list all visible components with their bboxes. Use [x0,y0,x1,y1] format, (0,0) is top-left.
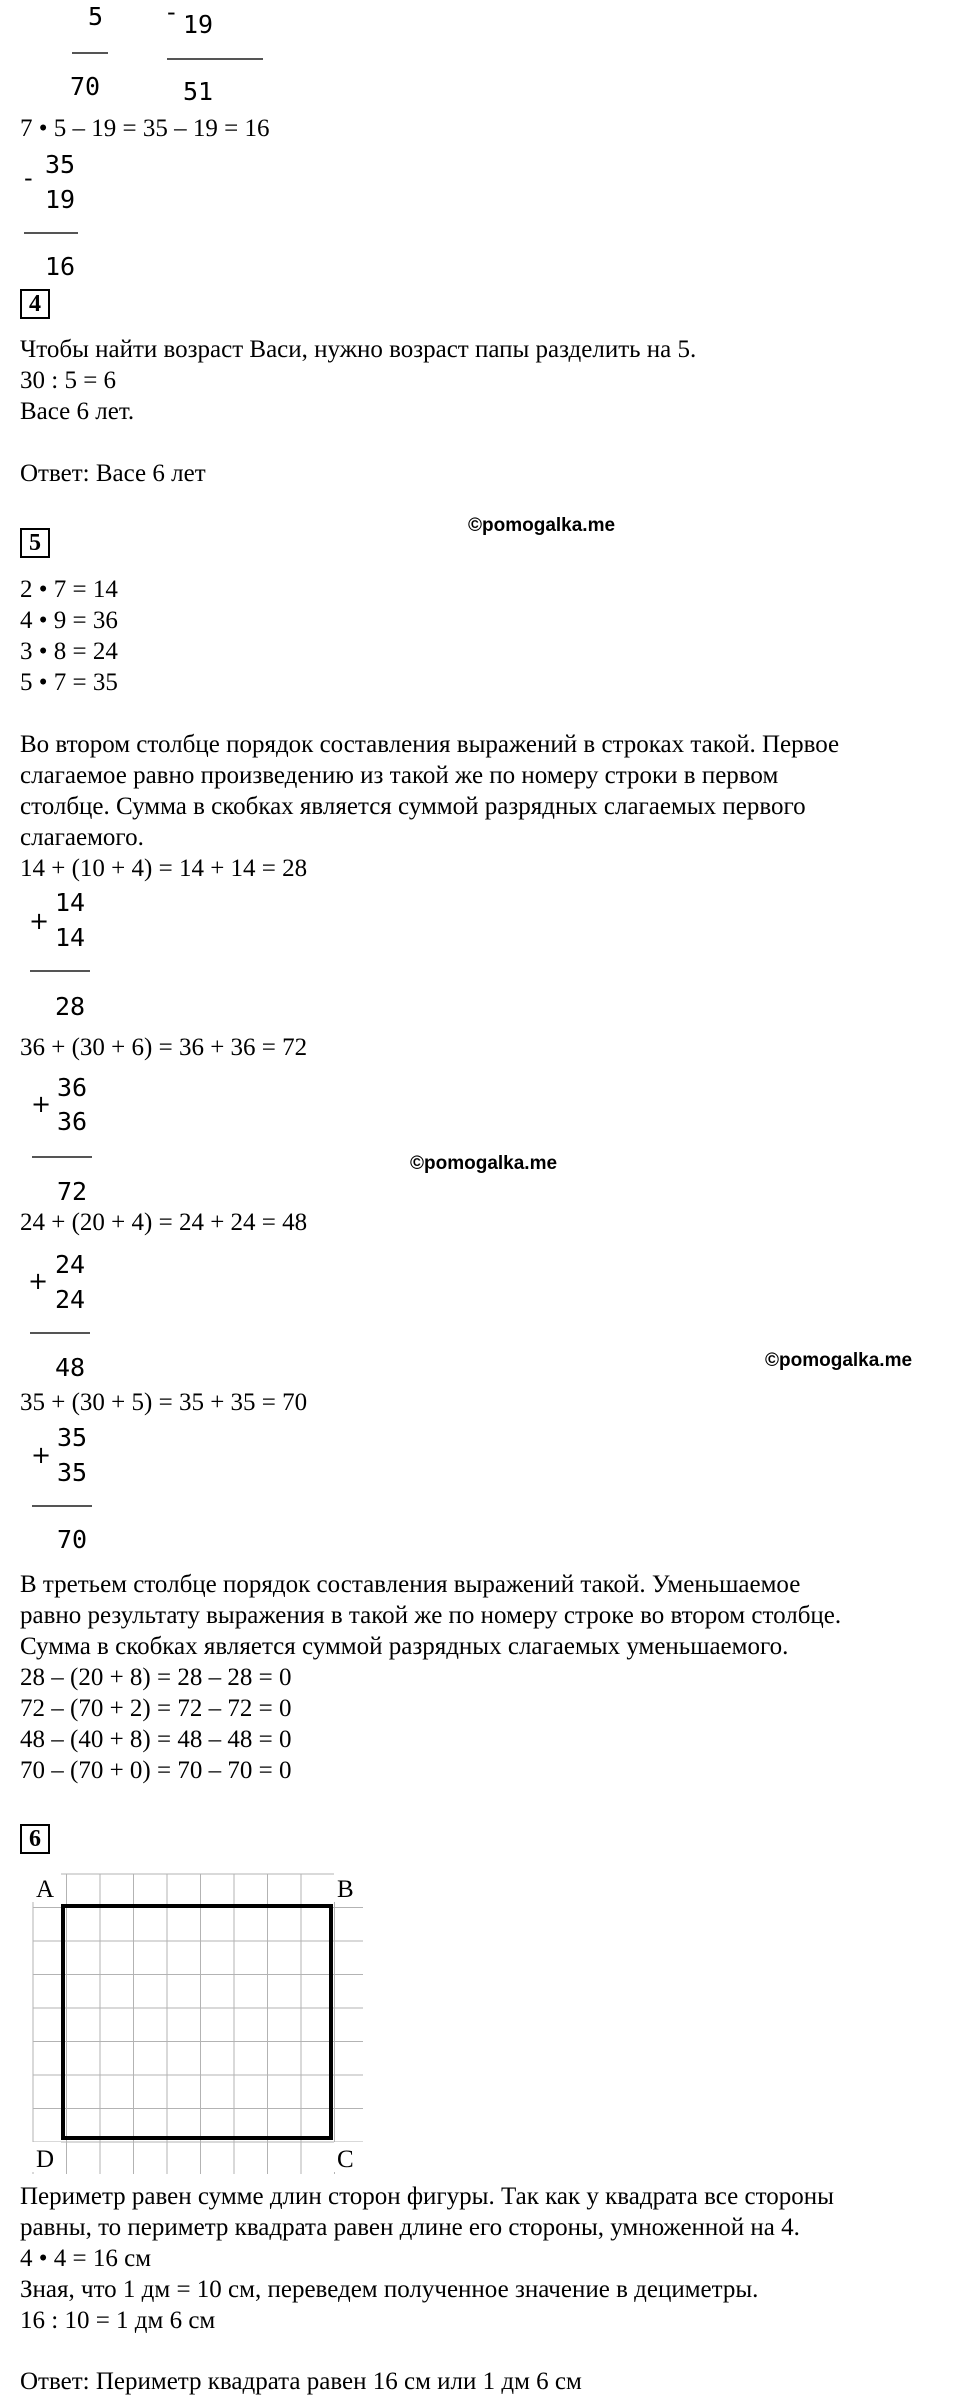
task4-line: 30 : 5 = 6 [20,367,117,394]
expression-line: 24 + (20 + 4) = 24 + 24 = 48 [20,1209,308,1236]
plus-sign: + [31,1090,52,1118]
column-result: 16 [45,252,76,281]
plus-sign: + [28,1267,49,1295]
column-result: 48 [55,1353,86,1382]
column-bar [32,1156,92,1158]
task4-answer: Ответ: Васе 6 лет [20,460,206,487]
task6-line: 4 • 4 = 16 см [20,2245,152,2272]
corner-label-b: B [337,1876,354,1903]
column-result: 70 [70,72,101,101]
task4-line: Васе 6 лет. [20,398,135,425]
column-bottom: 19 [45,185,76,214]
column-result: 72 [57,1177,88,1206]
paragraph-line: равно результату выражения в такой же по номеру строке во втором столбце. [20,1602,842,1629]
task6-answer: Ответ: Периметр квадрата равен 16 см или 1 дм 6 см [20,2368,582,2395]
paragraph-line: Периметр равен сумме длин сторон фигуры. Так как у квадрата все стороны [20,2183,834,2210]
plus-sign: + [29,907,50,935]
paragraph-line: столбце. Сумма в скобках является суммой разрядных слагаемых первого [20,793,806,820]
explanation-paragraph [20,2181,834,2243]
paragraph-line: слагаемое равно произведению из такой же по номеру строки в первом [20,762,779,789]
column-top: 36 [57,1073,88,1102]
paragraph-line: В третьем столбце порядок составления выражений такой. Уменьшаемое [20,1571,801,1598]
difference-line: 28 – (20 + 8) = 28 – 28 = 0 [20,1664,292,1691]
product-line: 5 • 7 = 35 [20,669,118,696]
explanation-paragraph [20,1569,841,1662]
column-bottom: 35 [57,1458,88,1487]
product-line: 3 • 8 = 24 [20,638,118,665]
minus-sign: - [167,0,176,26]
column-top: 35 [57,1423,88,1452]
task4-line: Чтобы найти возраст Васи, нужно возраст папы разделить на 5. [20,336,697,363]
column-result: 70 [57,1525,88,1554]
watermark: ©pomogalka.me [468,515,616,536]
task6-line: Зная, что 1 дм = 10 см, переведем полученное значение в дециметры. [20,2276,759,2303]
column-value: 5 [88,2,104,31]
explanation-paragraph [20,729,839,853]
column-result: 28 [55,992,86,1021]
grid-lines [33,1874,363,2174]
column-top: 35 [45,150,76,179]
paragraph-line: равны, то периметр квадрата равен длине его стороны, умноженной на 4. [20,2214,800,2241]
column-bar [32,1505,92,1507]
column-bar [30,1332,90,1334]
corner-label-d: D [36,2146,55,2173]
watermark: ©pomogalka.me [765,1350,913,1371]
corner-label-c: C [337,2146,354,2173]
column-bar [167,58,263,60]
column-top: 24 [55,1250,86,1279]
column-result: 51 [183,77,214,106]
column-value: 19 [183,10,214,39]
difference-line: 72 – (70 + 2) = 72 – 72 = 0 [20,1695,292,1722]
difference-line: 70 – (70 + 0) = 70 – 70 = 0 [20,1757,292,1784]
product-line: 4 • 9 = 36 [20,607,118,634]
column-bottom: 36 [57,1107,88,1136]
expression-line: 7 • 5 – 19 = 35 – 19 = 16 [20,115,270,142]
paragraph-line: Сумма в скобках является суммой разрядных слагаемых уменьшаемого. [20,1633,789,1660]
column-bottom: 14 [55,923,86,952]
task-number-6: 6 [20,1824,50,1854]
corner-label-a: A [36,1876,55,1903]
column-bar [72,52,108,54]
minus-sign: - [24,164,33,192]
task-number-4: 4 [20,289,50,319]
paragraph-line: слагаемого. [20,824,144,851]
product-line: 2 • 7 = 14 [20,576,118,603]
expression-line: 35 + (30 + 5) = 35 + 35 = 70 [20,1389,308,1416]
watermark: ©pomogalka.me [410,1153,558,1174]
column-bottom: 24 [55,1285,86,1314]
column-top: 14 [55,888,86,917]
paragraph-line: Во втором столбце порядок составления выражений в строках такой. Первое [20,731,840,758]
column-bar [30,970,90,972]
plus-sign: + [31,1441,52,1469]
task-number-5: 5 [20,528,50,558]
task6-line: 16 : 10 = 1 дм 6 см [20,2307,216,2334]
expression-line: 14 + (10 + 4) = 14 + 14 = 28 [20,855,308,882]
difference-line: 48 – (40 + 8) = 48 – 48 = 0 [20,1726,292,1753]
column-bar [24,232,78,234]
expression-line: 36 + (30 + 6) = 36 + 36 = 72 [20,1034,308,1061]
square-grid-figure [30,1872,370,2182]
